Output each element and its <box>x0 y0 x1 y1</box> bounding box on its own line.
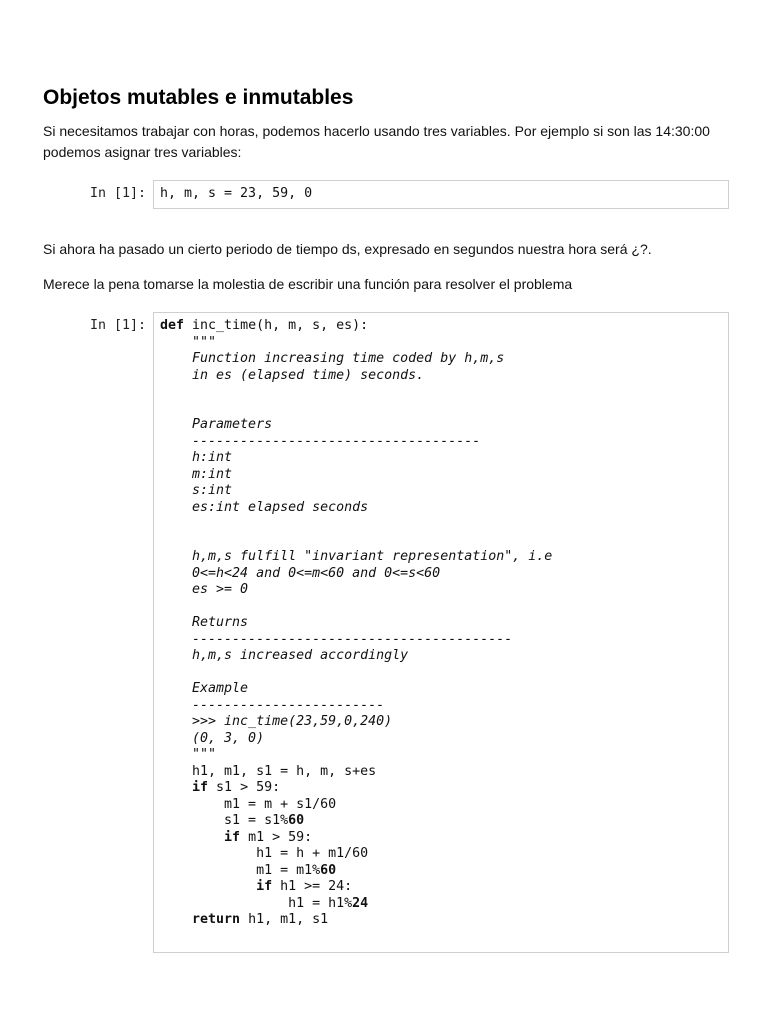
code-token: 0<=h<24 and 0<=m<60 and 0<=s<60 <box>160 565 441 581</box>
code-line <box>160 483 232 498</box>
code-line <box>160 912 328 927</box>
code-token: m1 = m + s1/60 <box>160 796 337 812</box>
intro-paragraph: Si necesitamos trabajar con horas, podemos hacerlo usando tres variables. Por ejemplo si son las 14:30:00 podemos asignar tres variables: <box>43 123 710 160</box>
code-line <box>160 846 368 861</box>
code-token: s:int <box>160 483 233 498</box>
code-token: ---------------------------------------- <box>160 631 513 647</box>
elapsed-time-paragraph: Si ahora ha pasado un cierto periodo de tiempo ds, expresado en segundos nuestra hora será ¿?. <box>43 241 652 257</box>
code-cell-1-source[interactable]: h, m, s = 23, 59, 0 <box>160 186 313 201</box>
code-token: Function increasing time coded by h,m,s <box>160 351 505 366</box>
code-cell-1[interactable] <box>153 180 729 209</box>
code-token: in es (elapsed time) seconds. <box>160 367 425 383</box>
code-token: m:int <box>160 466 233 482</box>
code-token: es:int elapsed seconds <box>160 499 369 515</box>
code-token: inc_time(h, m, s, es): <box>184 318 369 333</box>
code-line <box>160 500 368 515</box>
code-line <box>160 830 312 845</box>
code-line <box>160 351 504 366</box>
code-token: ------------------------------------ <box>160 433 481 449</box>
code-line <box>160 747 216 762</box>
code-token: h:int <box>160 450 233 465</box>
code-line <box>160 467 232 482</box>
code-token <box>160 879 256 894</box>
code-line <box>160 797 336 812</box>
code-token: h,m,s fulfill "invariant representation", i.e <box>160 549 553 564</box>
code-keyword: if <box>224 829 241 845</box>
code-keyword: if <box>192 780 209 795</box>
code-keyword: if <box>256 879 273 894</box>
code-line <box>160 813 304 828</box>
code-line <box>160 582 248 597</box>
code-line <box>160 615 248 630</box>
code-line <box>160 764 376 779</box>
section-heading: Objetos mutables e inmutables <box>43 86 354 109</box>
code-token <box>160 830 224 845</box>
code-token: (0, 3, 0) <box>160 730 265 746</box>
input-prompt-1: In [1]: <box>90 186 147 201</box>
code-line <box>160 714 392 729</box>
code-keyword: 60 <box>320 862 337 878</box>
code-token: Parameters <box>160 417 273 432</box>
code-token: s1 > 59: <box>208 780 281 795</box>
code-token: >>> inc_time(23,59,0,240) <box>160 714 393 729</box>
code-line <box>160 896 368 911</box>
code-token: ------------------------ <box>160 697 385 713</box>
code-token: h1, m1, s1 = h, m, s+es <box>160 763 377 779</box>
code-token: h1 >= 24: <box>272 879 353 894</box>
code-token: h1 = h + m1/60 <box>160 846 369 861</box>
code-token: es >= 0 <box>160 582 249 597</box>
code-line <box>160 417 272 432</box>
code-token: s1 = s1% <box>160 813 289 828</box>
code-line <box>160 698 384 713</box>
code-line <box>160 434 480 449</box>
code-line <box>160 780 280 795</box>
code-token <box>160 780 192 795</box>
code-token: h1, m1, s1 <box>240 912 329 927</box>
code-keyword: return <box>192 912 241 927</box>
code-token: Example <box>160 681 249 696</box>
code-line <box>160 335 216 350</box>
code-line <box>160 863 336 878</box>
code-keyword: def <box>160 318 185 333</box>
code-line <box>160 318 368 333</box>
function-motivation-paragraph: Merece la pena tomarse la molestia de escribir una función para resolver el problema <box>43 276 573 292</box>
code-line <box>160 648 408 663</box>
code-cell-2-source[interactable] <box>160 318 552 929</box>
code-token: """ <box>160 747 217 762</box>
code-line <box>160 879 352 894</box>
code-token: h,m,s increased accordingly <box>160 648 409 663</box>
code-token: m1 > 59: <box>240 829 313 845</box>
code-line <box>160 450 232 465</box>
input-prompt-2: In [1]: <box>90 318 147 333</box>
code-line <box>160 731 264 746</box>
code-line <box>160 681 248 696</box>
code-cell-2[interactable] <box>153 312 729 953</box>
code-token: Returns <box>160 615 249 630</box>
code-line <box>160 632 512 647</box>
code-token <box>160 912 192 927</box>
code-token: """ <box>160 334 217 350</box>
code-token: m1 = m1% <box>160 862 321 878</box>
code-keyword: 60 <box>288 813 305 828</box>
code-keyword: 24 <box>352 895 369 911</box>
code-line <box>160 368 424 383</box>
code-token: h1 = h1% <box>160 895 353 911</box>
code-line <box>160 549 552 564</box>
code-line <box>160 566 440 581</box>
